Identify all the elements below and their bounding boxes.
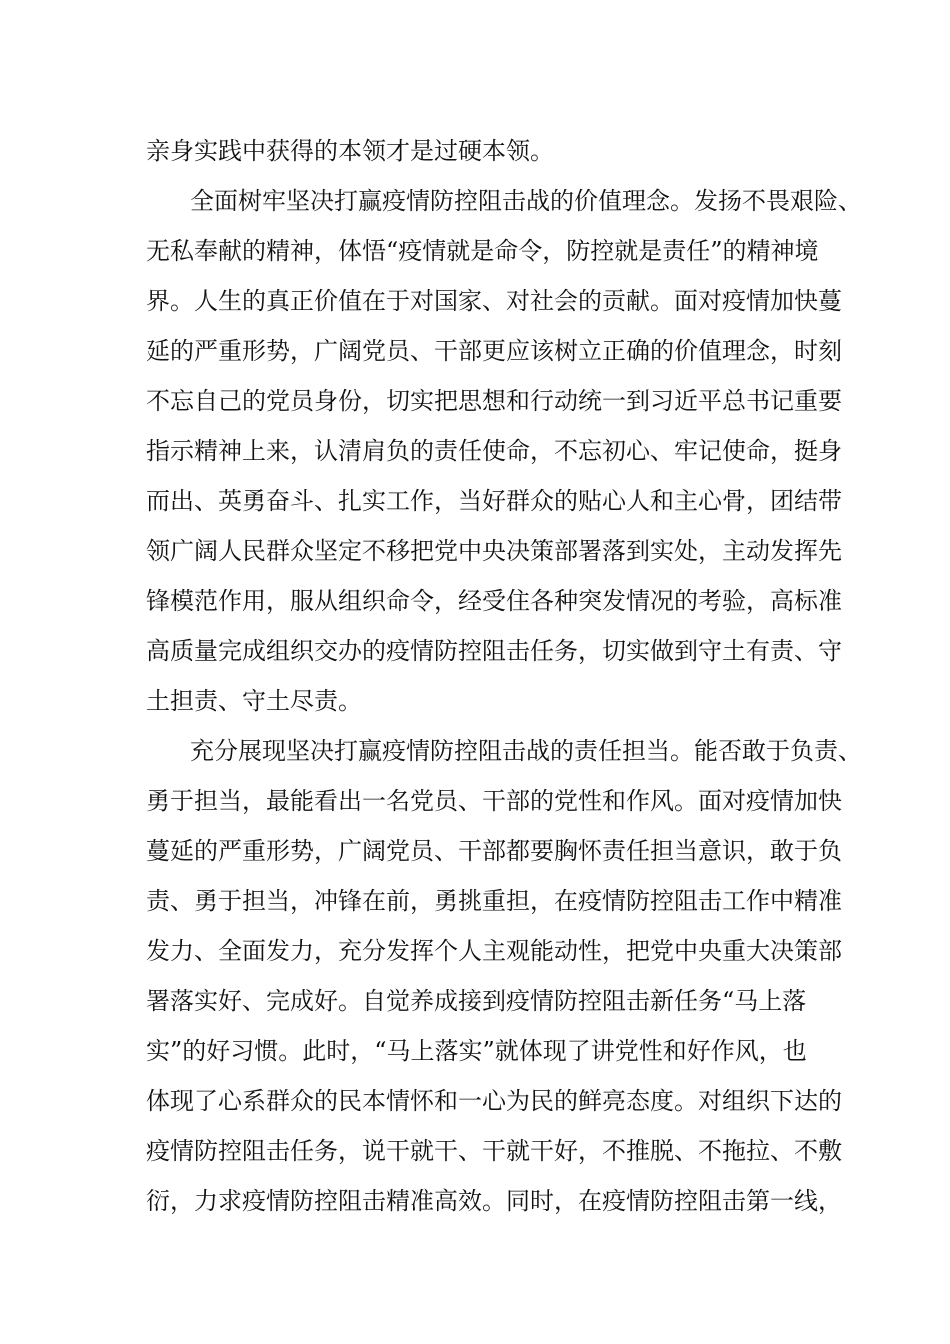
text-line-17: 发力、全面发力，充分发挥个人主观能动性，把党中央重大决策部 [146,937,842,965]
text-line-7: 指示精神上来，认清肩负的责任使命，不忘初心、牢记使命，挺身 [146,437,842,465]
text-line-18: 署落实好、完成好。自觉养成接到疫情防控阻击新任务“马上落 [146,987,807,1015]
text-line-9: 领广阔人民群众坚定不移把党中央决策部署落到实处，主动发挥先 [146,537,842,565]
text-line-14: 勇于担当，最能看出一名党员、干部的党性和作风。面对疫情加快 [146,787,842,815]
text-line-6: 不忘自己的党员身份，切实把思想和行动统一到习近平总书记重要 [146,387,842,415]
text-line-20: 体现了心系群众的民本情怀和一心为民的鲜亮态度。对组织下达的 [146,1087,842,1115]
text-line-3: 无私奉献的精神，体悟“疫情就是命令，防控就是责任”的精神境 [146,237,819,265]
text-line-22: 衍，力求疫情防控阻击精准高效。同时，在疫情防控阻击第一线， [146,1187,842,1215]
text-line-10: 锋模范作用，服从组织命令，经受住各种突发情况的考验，高标准 [146,587,842,615]
text-line-12: 土担责、守土尽责。 [146,687,362,715]
text-line-15: 蔓延的严重形势，广阔党员、干部都要胸怀责任担当意识，敢于负 [146,837,842,865]
text-line-16: 责、勇于担当，冲锋在前，勇挑重担，在疫情防控阻击工作中精准 [146,887,842,915]
text-line-19: 实”的好习惯。此时，“马上落实”就体现了讲党性和好作风，也 [146,1037,807,1065]
text-line-2: 全面树牢坚决打赢疫情防控阻击战的价值理念。发扬不畏艰险、 [190,187,862,215]
text-line-5: 延的严重形势，广阔党员、干部更应该树立正确的价值理念，时刻 [146,337,842,365]
text-line-11: 高质量完成组织交办的疫情防控阻击任务，切实做到守土有责、守 [146,637,842,665]
text-line-8: 而出、英勇奋斗、扎实工作，当好群众的贴心人和主心骨，团结带 [146,487,842,515]
text-line-4: 界。人生的真正价值在于对国家、对社会的贡献。面对疫情加快蔓 [146,287,842,315]
text-line-13: 充分展现坚决打赢疫情防控阻击战的责任担当。能否敢于负责、 [190,737,862,765]
text-line-21: 疫情防控阻击任务，说干就干、干就干好，不推脱、不拖拉、不敷 [146,1137,842,1165]
text-line-1: 亲身实践中获得的本领才是过硬本领。 [146,137,554,165]
